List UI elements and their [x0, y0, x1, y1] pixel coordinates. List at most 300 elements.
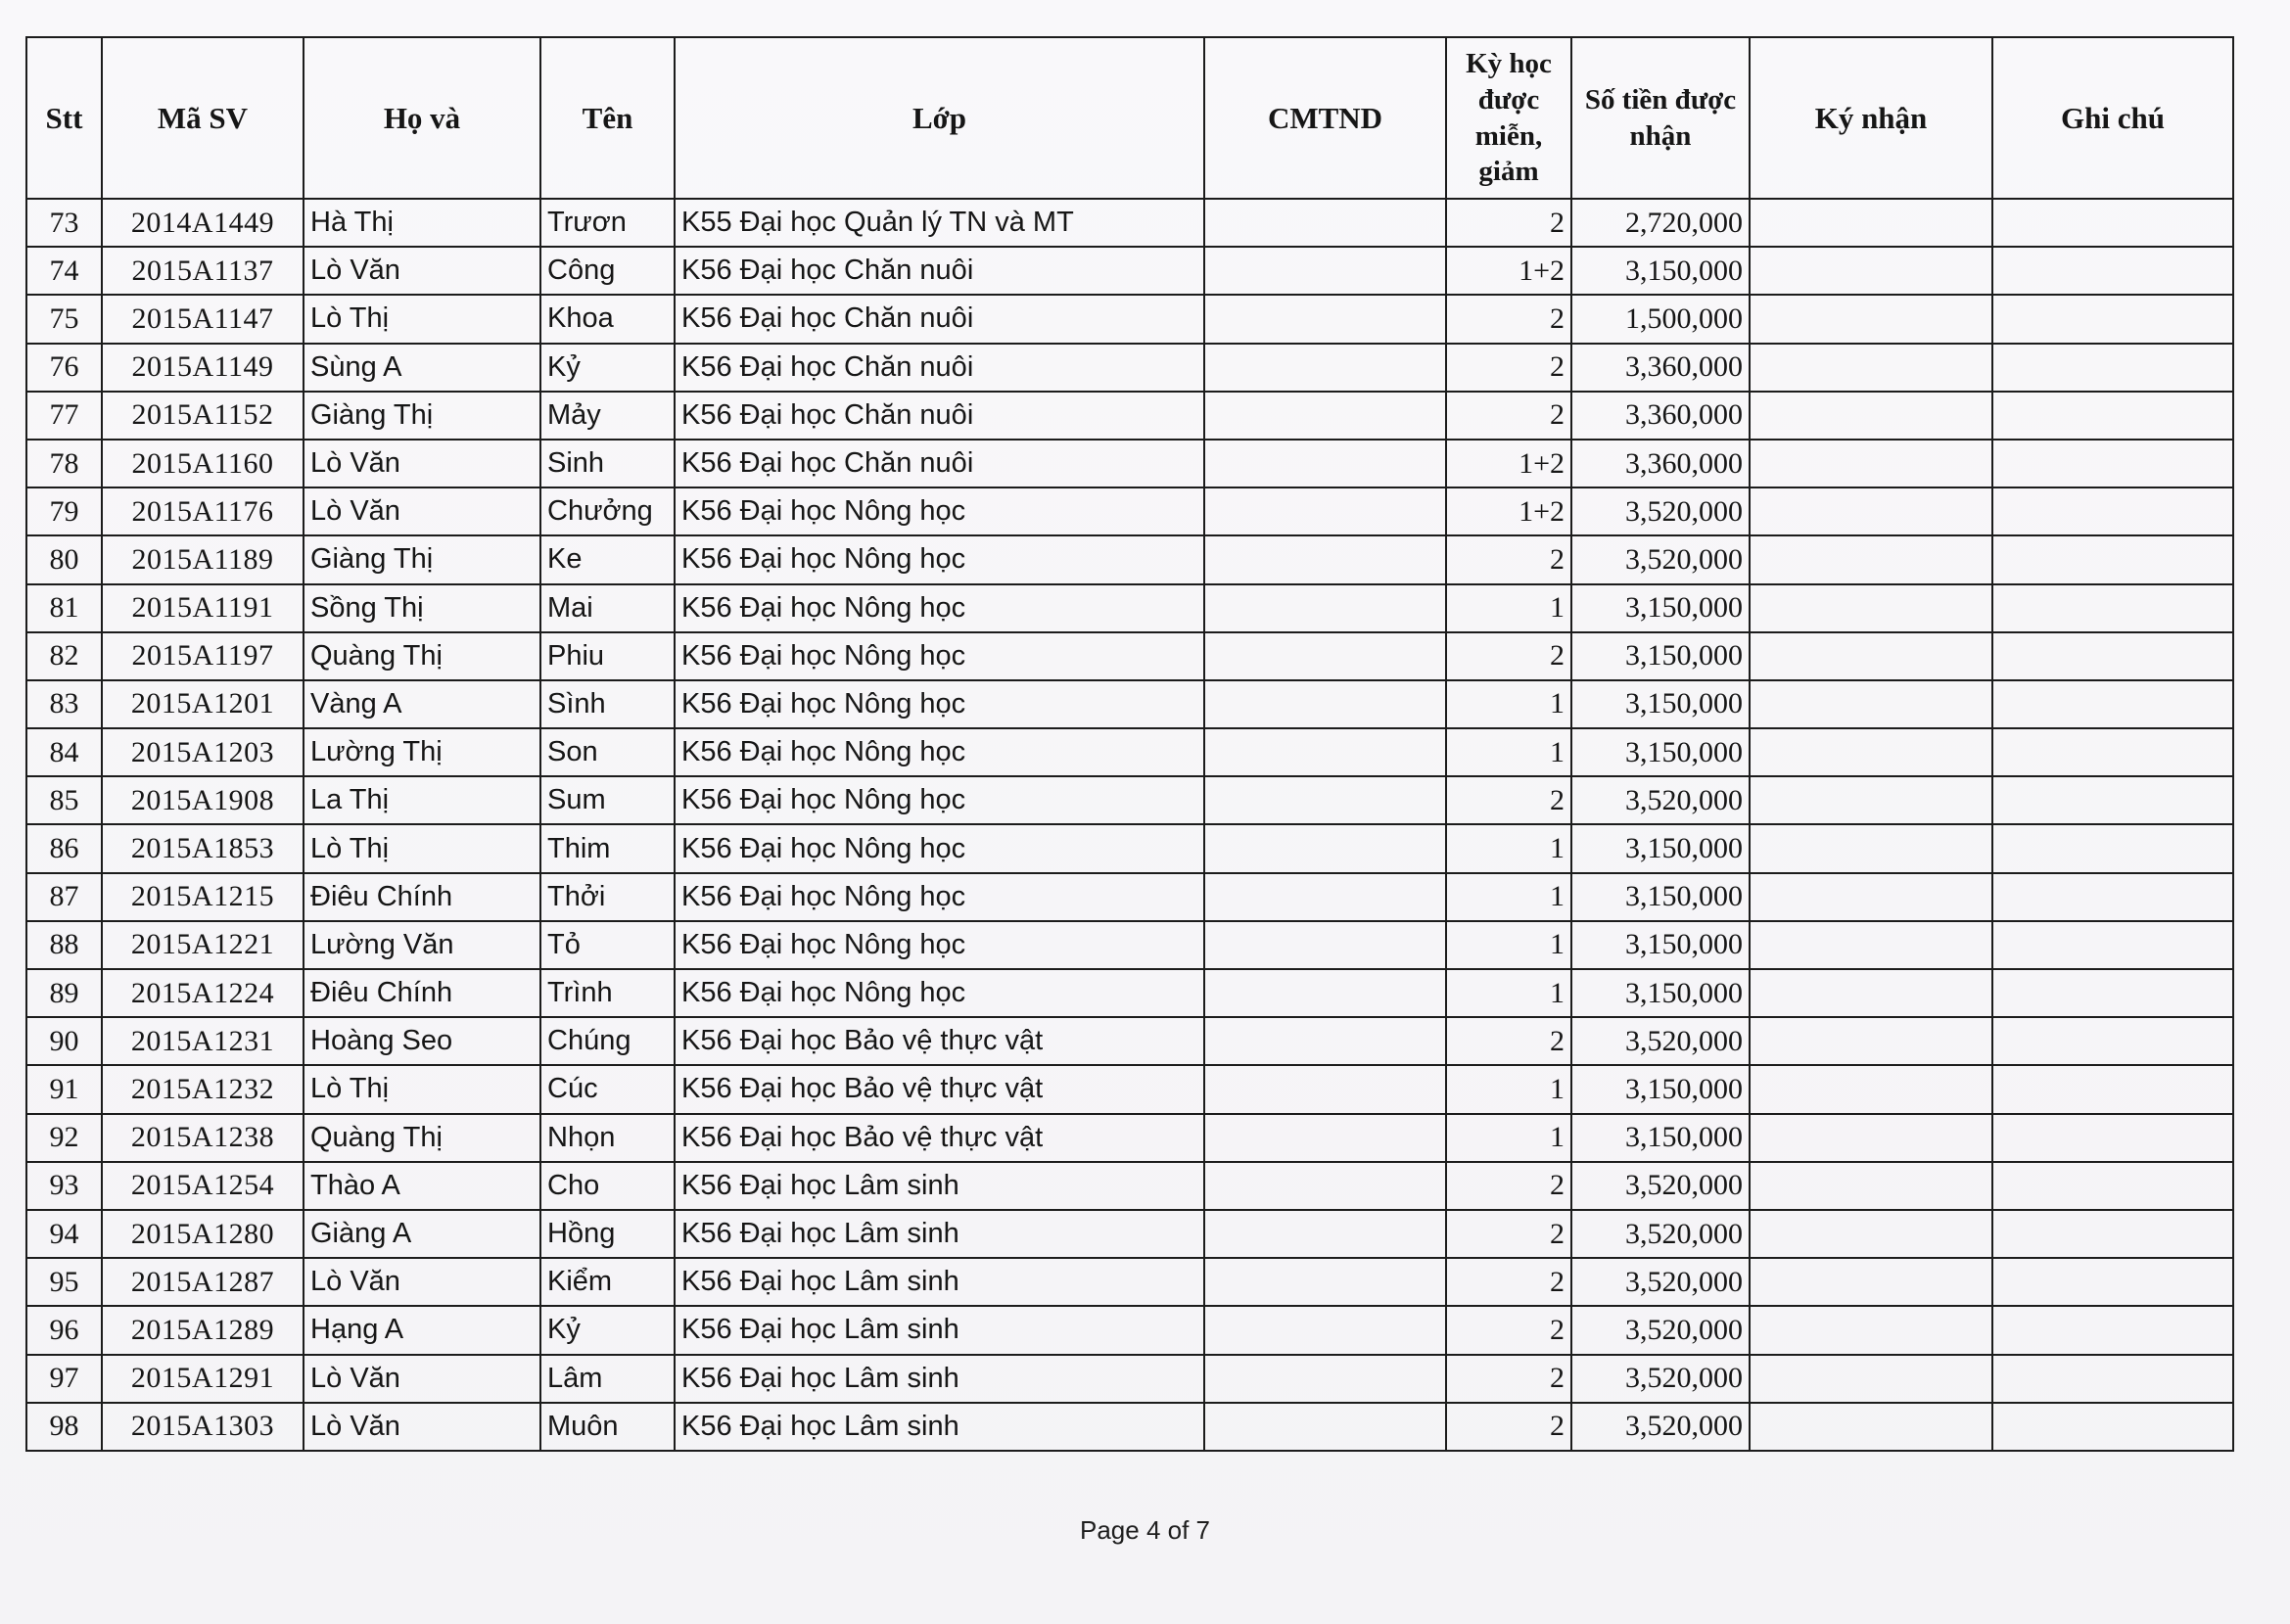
cell-signature [1750, 921, 1992, 969]
cell-student-id: 2015A1254 [102, 1162, 304, 1210]
table-row [26, 392, 2233, 440]
cell-amount: 3,520,000 [1571, 776, 1750, 824]
header-notes: Ghi chú [1992, 37, 2233, 199]
cell-id-card [1204, 680, 1446, 728]
cell-semester: 2 [1446, 1258, 1571, 1306]
cell-student-id: 2015A1189 [102, 535, 304, 583]
cell-amount: 3,150,000 [1571, 873, 1750, 921]
cell-given-name: Cho [540, 1162, 675, 1210]
cell-stt: 81 [26, 584, 102, 632]
table-row [26, 632, 2233, 680]
cell-class: K56 Đại học Chăn nuôi [675, 344, 1204, 392]
cell-student-id: 2015A1303 [102, 1403, 304, 1451]
header-amount: Số tiền được nhận [1571, 37, 1750, 199]
cell-surname: Lường Văn [304, 921, 540, 969]
cell-stt: 95 [26, 1258, 102, 1306]
cell-signature [1750, 1258, 1992, 1306]
cell-semester: 1+2 [1446, 440, 1571, 487]
cell-amount: 3,150,000 [1571, 969, 1750, 1017]
table-row [26, 584, 2233, 632]
cell-semester: 2 [1446, 1403, 1571, 1451]
cell-surname: Quàng Thị [304, 632, 540, 680]
table-row [26, 440, 2233, 487]
cell-id-card [1204, 1114, 1446, 1162]
cell-id-card [1204, 199, 1446, 247]
cell-stt: 74 [26, 247, 102, 295]
cell-stt: 90 [26, 1017, 102, 1065]
cell-student-id: 2014A1449 [102, 199, 304, 247]
cell-class: K56 Đại học Nông học [675, 969, 1204, 1017]
cell-given-name: Nhọn [540, 1114, 675, 1162]
cell-notes [1992, 440, 2233, 487]
cell-semester: 1+2 [1446, 247, 1571, 295]
cell-given-name: Tỏ [540, 921, 675, 969]
cell-amount: 3,150,000 [1571, 247, 1750, 295]
cell-notes [1992, 1017, 2233, 1065]
cell-student-id: 2015A1149 [102, 344, 304, 392]
cell-stt: 76 [26, 344, 102, 392]
cell-signature [1750, 1162, 1992, 1210]
cell-given-name: Muôn [540, 1403, 675, 1451]
cell-amount: 3,150,000 [1571, 824, 1750, 872]
cell-surname: Lò Văn [304, 1403, 540, 1451]
cell-surname: Hoàng Seo [304, 1017, 540, 1065]
cell-semester: 2 [1446, 344, 1571, 392]
cell-given-name: Trươn [540, 199, 675, 247]
cell-surname: Sùng A [304, 344, 540, 392]
cell-semester: 2 [1446, 392, 1571, 440]
cell-student-id: 2015A1152 [102, 392, 304, 440]
cell-class: K56 Đại học Nông học [675, 487, 1204, 535]
cell-semester: 2 [1446, 535, 1571, 583]
cell-id-card [1204, 921, 1446, 969]
cell-given-name: Cúc [540, 1065, 675, 1113]
cell-student-id: 2015A1191 [102, 584, 304, 632]
cell-amount: 2,720,000 [1571, 199, 1750, 247]
cell-class: K56 Đại học Lâm sinh [675, 1258, 1204, 1306]
cell-semester: 1 [1446, 728, 1571, 776]
cell-class: K56 Đại học Bảo vệ thực vật [675, 1065, 1204, 1113]
cell-signature [1750, 1210, 1992, 1258]
cell-id-card [1204, 1017, 1446, 1065]
cell-surname: Sồng Thị [304, 584, 540, 632]
cell-notes [1992, 824, 2233, 872]
cell-given-name: Kỷ [540, 344, 675, 392]
cell-student-id: 2015A1221 [102, 921, 304, 969]
cell-given-name: Mảy [540, 392, 675, 440]
cell-id-card [1204, 440, 1446, 487]
cell-amount: 3,520,000 [1571, 535, 1750, 583]
cell-student-id: 2015A1201 [102, 680, 304, 728]
header-id-card: CMTND [1204, 37, 1446, 199]
cell-class: K56 Đại học Bảo vệ thực vật [675, 1017, 1204, 1065]
cell-given-name: Khoa [540, 295, 675, 343]
cell-stt: 92 [26, 1114, 102, 1162]
cell-surname: Lò Văn [304, 487, 540, 535]
cell-given-name: Thởi [540, 873, 675, 921]
cell-notes [1992, 1403, 2233, 1451]
cell-signature [1750, 1065, 1992, 1113]
cell-class: K56 Đại học Nông học [675, 728, 1204, 776]
cell-given-name: Hồng [540, 1210, 675, 1258]
cell-student-id: 2015A1176 [102, 487, 304, 535]
cell-surname: Điêu Chính [304, 969, 540, 1017]
cell-signature [1750, 1017, 1992, 1065]
cell-id-card [1204, 632, 1446, 680]
cell-signature [1750, 680, 1992, 728]
cell-id-card [1204, 584, 1446, 632]
cell-signature [1750, 199, 1992, 247]
header-student-id: Mã SV [102, 37, 304, 199]
cell-amount: 3,150,000 [1571, 728, 1750, 776]
cell-semester: 1 [1446, 1065, 1571, 1113]
table-row [26, 1162, 2233, 1210]
cell-semester: 2 [1446, 776, 1571, 824]
cell-student-id: 2015A1289 [102, 1306, 304, 1354]
cell-given-name: Chưởng [540, 487, 675, 535]
cell-stt: 78 [26, 440, 102, 487]
cell-amount: 3,520,000 [1571, 1210, 1750, 1258]
cell-id-card [1204, 824, 1446, 872]
cell-semester: 2 [1446, 632, 1571, 680]
cell-notes [1992, 535, 2233, 583]
cell-stt: 96 [26, 1306, 102, 1354]
cell-signature [1750, 247, 1992, 295]
cell-stt: 94 [26, 1210, 102, 1258]
cell-class: K56 Đại học Nông học [675, 535, 1204, 583]
cell-semester: 1 [1446, 584, 1571, 632]
cell-signature [1750, 440, 1992, 487]
table-row [26, 1306, 2233, 1354]
cell-semester: 2 [1446, 199, 1571, 247]
table-header [26, 37, 2233, 199]
cell-amount: 3,150,000 [1571, 1065, 1750, 1113]
cell-signature [1750, 1114, 1992, 1162]
cell-notes [1992, 1114, 2233, 1162]
cell-stt: 84 [26, 728, 102, 776]
table-row [26, 344, 2233, 392]
cell-surname: Lò Văn [304, 1355, 540, 1403]
cell-notes [1992, 1210, 2233, 1258]
cell-class: K56 Đại học Chăn nuôi [675, 295, 1204, 343]
cell-student-id: 2015A1197 [102, 632, 304, 680]
cell-surname: Lò Thị [304, 295, 540, 343]
table-body [26, 199, 2233, 1451]
cell-semester: 2 [1446, 1017, 1571, 1065]
cell-id-card [1204, 1065, 1446, 1113]
cell-semester: 1 [1446, 824, 1571, 872]
cell-class: K56 Đại học Nông học [675, 776, 1204, 824]
cell-class: K56 Đại học Lâm sinh [675, 1355, 1204, 1403]
cell-signature [1750, 344, 1992, 392]
cell-class: K56 Đại học Bảo vệ thực vật [675, 1114, 1204, 1162]
table-row [26, 873, 2233, 921]
cell-class: K56 Đại học Nông học [675, 680, 1204, 728]
cell-student-id: 2015A1203 [102, 728, 304, 776]
table-row [26, 1017, 2233, 1065]
cell-given-name: Trình [540, 969, 675, 1017]
cell-stt: 97 [26, 1355, 102, 1403]
cell-amount: 3,520,000 [1571, 1017, 1750, 1065]
cell-semester: 1 [1446, 1114, 1571, 1162]
page-number: Page 4 of 7 [1080, 1515, 1210, 1545]
header-surname: Họ và [304, 37, 540, 199]
table-row [26, 535, 2233, 583]
table-row [26, 680, 2233, 728]
cell-amount: 3,520,000 [1571, 1306, 1750, 1354]
cell-stt: 77 [26, 392, 102, 440]
cell-notes [1992, 776, 2233, 824]
cell-amount: 3,150,000 [1571, 1114, 1750, 1162]
cell-signature [1750, 1403, 1992, 1451]
cell-class: K56 Đại học Chăn nuôi [675, 392, 1204, 440]
cell-notes [1992, 199, 2233, 247]
cell-surname: Lò Văn [304, 1258, 540, 1306]
cell-stt: 91 [26, 1065, 102, 1113]
cell-signature [1750, 535, 1992, 583]
cell-amount: 3,150,000 [1571, 680, 1750, 728]
cell-stt: 93 [26, 1162, 102, 1210]
cell-id-card [1204, 1403, 1446, 1451]
cell-notes [1992, 247, 2233, 295]
cell-stt: 79 [26, 487, 102, 535]
cell-semester: 1 [1446, 873, 1571, 921]
cell-student-id: 2015A1853 [102, 824, 304, 872]
cell-notes [1992, 1065, 2233, 1113]
header-row [26, 37, 2233, 199]
cell-stt: 80 [26, 535, 102, 583]
table-row [26, 1065, 2233, 1113]
cell-student-id: 2015A1224 [102, 969, 304, 1017]
cell-student-id: 2015A1137 [102, 247, 304, 295]
cell-class: K56 Đại học Lâm sinh [675, 1306, 1204, 1354]
cell-given-name: Sình [540, 680, 675, 728]
cell-amount: 3,520,000 [1571, 1403, 1750, 1451]
cell-surname: Lò Thị [304, 824, 540, 872]
cell-id-card [1204, 873, 1446, 921]
cell-semester: 1 [1446, 921, 1571, 969]
cell-notes [1992, 295, 2233, 343]
cell-given-name: Thim [540, 824, 675, 872]
table-row [26, 1210, 2233, 1258]
cell-amount: 3,360,000 [1571, 440, 1750, 487]
cell-notes [1992, 1306, 2233, 1354]
cell-surname: Hà Thị [304, 199, 540, 247]
cell-class: K56 Đại học Nông học [675, 632, 1204, 680]
cell-student-id: 2015A1908 [102, 776, 304, 824]
cell-amount: 3,360,000 [1571, 344, 1750, 392]
cell-id-card [1204, 1355, 1446, 1403]
cell-amount: 3,520,000 [1571, 487, 1750, 535]
cell-id-card [1204, 247, 1446, 295]
cell-given-name: Chúng [540, 1017, 675, 1065]
cell-surname: Lò Thị [304, 1065, 540, 1113]
cell-class: K56 Đại học Nông học [675, 584, 1204, 632]
table-row [26, 487, 2233, 535]
cell-class: K56 Đại học Chăn nuôi [675, 247, 1204, 295]
header-stt: Stt [26, 37, 102, 199]
cell-signature [1750, 824, 1992, 872]
cell-notes [1992, 921, 2233, 969]
table-row [26, 247, 2233, 295]
student-roster-table [25, 36, 2234, 1452]
cell-notes [1992, 487, 2233, 535]
cell-stt: 82 [26, 632, 102, 680]
cell-class: K56 Đại học Lâm sinh [675, 1162, 1204, 1210]
table-row [26, 1258, 2233, 1306]
header-semester: Kỳ học được miễn, giảm [1446, 37, 1571, 199]
cell-amount: 1,500,000 [1571, 295, 1750, 343]
cell-notes [1992, 632, 2233, 680]
cell-given-name: Lâm [540, 1355, 675, 1403]
cell-notes [1992, 584, 2233, 632]
cell-id-card [1204, 535, 1446, 583]
cell-notes [1992, 1258, 2233, 1306]
cell-given-name: Công [540, 247, 675, 295]
cell-stt: 87 [26, 873, 102, 921]
cell-class: K56 Đại học Nông học [675, 824, 1204, 872]
cell-student-id: 2015A1238 [102, 1114, 304, 1162]
cell-stt: 86 [26, 824, 102, 872]
header-given-name: Tên [540, 37, 675, 199]
cell-id-card [1204, 1162, 1446, 1210]
cell-notes [1992, 1162, 2233, 1210]
cell-id-card [1204, 487, 1446, 535]
cell-semester: 1 [1446, 969, 1571, 1017]
cell-id-card [1204, 969, 1446, 1017]
table-row [26, 199, 2233, 247]
cell-notes [1992, 392, 2233, 440]
cell-id-card [1204, 392, 1446, 440]
cell-student-id: 2015A1160 [102, 440, 304, 487]
cell-class: K56 Đại học Nông học [675, 873, 1204, 921]
cell-id-card [1204, 1258, 1446, 1306]
cell-notes [1992, 1355, 2233, 1403]
cell-signature [1750, 1306, 1992, 1354]
cell-semester: 2 [1446, 1355, 1571, 1403]
cell-notes [1992, 873, 2233, 921]
cell-signature [1750, 1355, 1992, 1403]
cell-signature [1750, 487, 1992, 535]
cell-surname: La Thị [304, 776, 540, 824]
cell-amount: 3,520,000 [1571, 1162, 1750, 1210]
cell-given-name: Mai [540, 584, 675, 632]
cell-id-card [1204, 344, 1446, 392]
cell-signature [1750, 392, 1992, 440]
cell-id-card [1204, 776, 1446, 824]
cell-stt: 98 [26, 1403, 102, 1451]
cell-surname: Điêu Chính [304, 873, 540, 921]
cell-amount: 3,150,000 [1571, 921, 1750, 969]
cell-surname: Thào A [304, 1162, 540, 1210]
cell-surname: Vàng A [304, 680, 540, 728]
cell-surname: Lò Văn [304, 247, 540, 295]
cell-stt: 83 [26, 680, 102, 728]
cell-stt: 89 [26, 969, 102, 1017]
cell-semester: 1 [1446, 680, 1571, 728]
cell-student-id: 2015A1231 [102, 1017, 304, 1065]
cell-surname: Giàng A [304, 1210, 540, 1258]
cell-signature [1750, 873, 1992, 921]
cell-stt: 73 [26, 199, 102, 247]
cell-given-name: Kiểm [540, 1258, 675, 1306]
cell-class: K55 Đại học Quản lý TN và MT [675, 199, 1204, 247]
cell-semester: 2 [1446, 295, 1571, 343]
cell-signature [1750, 728, 1992, 776]
cell-given-name: Kỷ [540, 1306, 675, 1354]
cell-given-name: Sinh [540, 440, 675, 487]
cell-id-card [1204, 295, 1446, 343]
table-row [26, 969, 2233, 1017]
cell-notes [1992, 680, 2233, 728]
table-row [26, 921, 2233, 969]
cell-semester: 2 [1446, 1210, 1571, 1258]
cell-surname: Hạng A [304, 1306, 540, 1354]
cell-student-id: 2015A1232 [102, 1065, 304, 1113]
cell-class: K56 Đại học Nông học [675, 921, 1204, 969]
cell-notes [1992, 728, 2233, 776]
cell-id-card [1204, 1210, 1446, 1258]
cell-notes [1992, 969, 2233, 1017]
cell-semester: 2 [1446, 1306, 1571, 1354]
table-row [26, 1355, 2233, 1403]
cell-surname: Giàng Thị [304, 535, 540, 583]
table-row [26, 776, 2233, 824]
header-signature: Ký nhận [1750, 37, 1992, 199]
cell-student-id: 2015A1287 [102, 1258, 304, 1306]
cell-signature [1750, 776, 1992, 824]
cell-stt: 85 [26, 776, 102, 824]
cell-student-id: 2015A1291 [102, 1355, 304, 1403]
cell-class: K56 Đại học Lâm sinh [675, 1403, 1204, 1451]
table-row [26, 728, 2233, 776]
cell-given-name: Sum [540, 776, 675, 824]
header-class: Lớp [675, 37, 1204, 199]
cell-student-id: 2015A1280 [102, 1210, 304, 1258]
cell-stt: 88 [26, 921, 102, 969]
cell-amount: 3,150,000 [1571, 584, 1750, 632]
cell-student-id: 2015A1215 [102, 873, 304, 921]
cell-signature [1750, 584, 1992, 632]
cell-amount: 3,520,000 [1571, 1258, 1750, 1306]
cell-surname: Lường Thị [304, 728, 540, 776]
table-row [26, 824, 2233, 872]
cell-surname: Lò Văn [304, 440, 540, 487]
cell-surname: Giàng Thị [304, 392, 540, 440]
cell-signature [1750, 632, 1992, 680]
cell-given-name: Ke [540, 535, 675, 583]
cell-signature [1750, 969, 1992, 1017]
cell-given-name: Phiu [540, 632, 675, 680]
cell-class: K56 Đại học Lâm sinh [675, 1210, 1204, 1258]
cell-signature [1750, 295, 1992, 343]
cell-amount: 3,360,000 [1571, 392, 1750, 440]
table-row [26, 1114, 2233, 1162]
cell-stt: 75 [26, 295, 102, 343]
cell-amount: 3,150,000 [1571, 632, 1750, 680]
cell-class: K56 Đại học Chăn nuôi [675, 440, 1204, 487]
cell-id-card [1204, 728, 1446, 776]
cell-surname: Quàng Thị [304, 1114, 540, 1162]
cell-student-id: 2015A1147 [102, 295, 304, 343]
cell-notes [1992, 344, 2233, 392]
table-row [26, 1403, 2233, 1451]
cell-semester: 1+2 [1446, 487, 1571, 535]
cell-id-card [1204, 1306, 1446, 1354]
cell-given-name: Son [540, 728, 675, 776]
cell-semester: 2 [1446, 1162, 1571, 1210]
table-row [26, 295, 2233, 343]
